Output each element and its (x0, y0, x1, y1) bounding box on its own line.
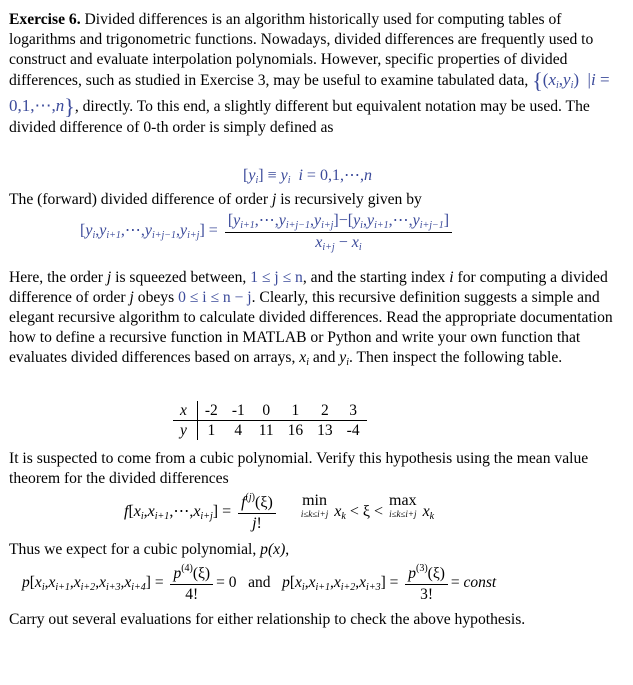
table-cell: 0 (252, 401, 281, 421)
text-segment: Here, the order (9, 269, 103, 286)
table-cell: 11 (258, 421, 274, 439)
text-segment: is squeezed between, (115, 269, 247, 286)
recursive-intro-text: The (forward) divided difference of order (9, 191, 269, 208)
intro-paragraph (9, 10, 625, 138)
index-range: 0 ≤ i ≤ n − j (178, 289, 252, 306)
polynomial-symbol: p(x) (260, 541, 286, 558)
mean-value-theorem: $f[x_i,x_{i+1},\cdots,x_{i+j}]$ = $\frac{f^{(j)}(\xi)}{j!}$ min i≤k≤i+j $x_k < \xi$ < max i≤k≤i+j $x_k$ (124, 492, 435, 532)
table-cell: 1 (207, 421, 216, 439)
recursive-formula: $[y_i,y_{i+1},\cdots,y_{i+j-1},y_{i+j}]$ = $\frac{[y_{i+1},\cdots,y_{i+j-1},y_{i+j}]-[y_i,y_{i+1},\cdots,y_{i+j-1}]}{x_{i+j} - x_i}$ (80, 210, 455, 253)
text-segment: , (285, 541, 290, 558)
closing-instruction: Carry out several evaluations for either relationship to check the above hypothesis. (9, 611, 526, 628)
zero-order-definition: $[y_i] \equiv y_i$ i = 0,1,⋯,n (243, 167, 372, 186)
intro-text-cont: , directly. To this end, a slightly different but equivalent notation may be used. The divided difference of 0-th order is simply defined as (9, 98, 590, 136)
array-x-sub: i (306, 357, 309, 368)
recursive-intro-text-end: is recursively given by (280, 191, 422, 208)
array-y-sub: i (346, 357, 349, 368)
text-segment: for computing a divided difference of order (9, 269, 608, 306)
table-cell: -2 (197, 401, 224, 421)
row-label-x: x (173, 401, 197, 421)
table-cell: 3 (340, 401, 367, 421)
order-symbol: j (129, 289, 134, 306)
cubic-relations: $p[x_i,x_{i+1},x_{i+2},x_{i+3},x_{i+4}]$ = $\frac{p^{(4)}(\xi)}{4!}$ = 0 and $p[x_i,x_{i+1},x_{i+2},x_{i+3}]$ = $\frac{p^{(3)}(\xi)}{3!}$ = const (22, 563, 497, 603)
table-cell: -1 (225, 401, 252, 421)
text-segment: , and the starting index (302, 269, 446, 286)
order-symbol: j (271, 191, 277, 208)
table-row-x (173, 401, 367, 421)
table-cell: 13 (317, 421, 333, 439)
intro-text: Divided differences is an algorithm historically used for computing tables of logarithms and trigonometric functions. Nowadays, divided differences are frequently used to construct and evaluate interpolation polynomials. However, specific properties of divided differences, such as studied in Exercise 3, may be useful to examine tabulated data, (9, 11, 594, 89)
data-set-notation: {$(x_i,y_i) |i$ = 0,1,⋯,n} (9, 68, 610, 119)
table-cell: 16 (287, 421, 304, 439)
hypothesis-paragraph: It is suspected to come from a cubic polynomial. Verify this hypothesis using the mean value theorem for the divided differences (9, 450, 589, 487)
text-segment: Thus we expect for a cubic polynomial, (9, 541, 257, 558)
exercise-title: Exercise 6. (9, 11, 81, 28)
table-cell: 2 (310, 401, 340, 421)
index-symbol: i (449, 269, 454, 286)
table-row-y (173, 421, 367, 441)
order-symbol: j (106, 269, 112, 286)
array-x: x (299, 349, 307, 366)
text-segment: and (312, 349, 336, 366)
table-cell: -4 (346, 421, 360, 439)
table-cell: 1 (281, 401, 311, 421)
row-label-y: y (173, 421, 197, 441)
array-y: y (339, 349, 347, 366)
text-segment: obeys (137, 289, 175, 306)
order-constraint-paragraph (9, 268, 625, 373)
text-segment: . Clearly, this recursive definition suggests a simple and elegant recursive algorithm to calculate divided differences. Read the appropriate documentation how to define a recursive function in MATLAB or Python and write your own function that evaluates divided differences based on arrays, (9, 289, 613, 366)
order-range: 1 ≤ j ≤ n (250, 269, 303, 286)
data-table (173, 401, 367, 440)
recursive-intro (9, 190, 625, 210)
table-cell: 4 (234, 421, 243, 439)
cubic-expectation (9, 540, 625, 560)
text-segment: . Then inspect the following table. (349, 349, 563, 366)
